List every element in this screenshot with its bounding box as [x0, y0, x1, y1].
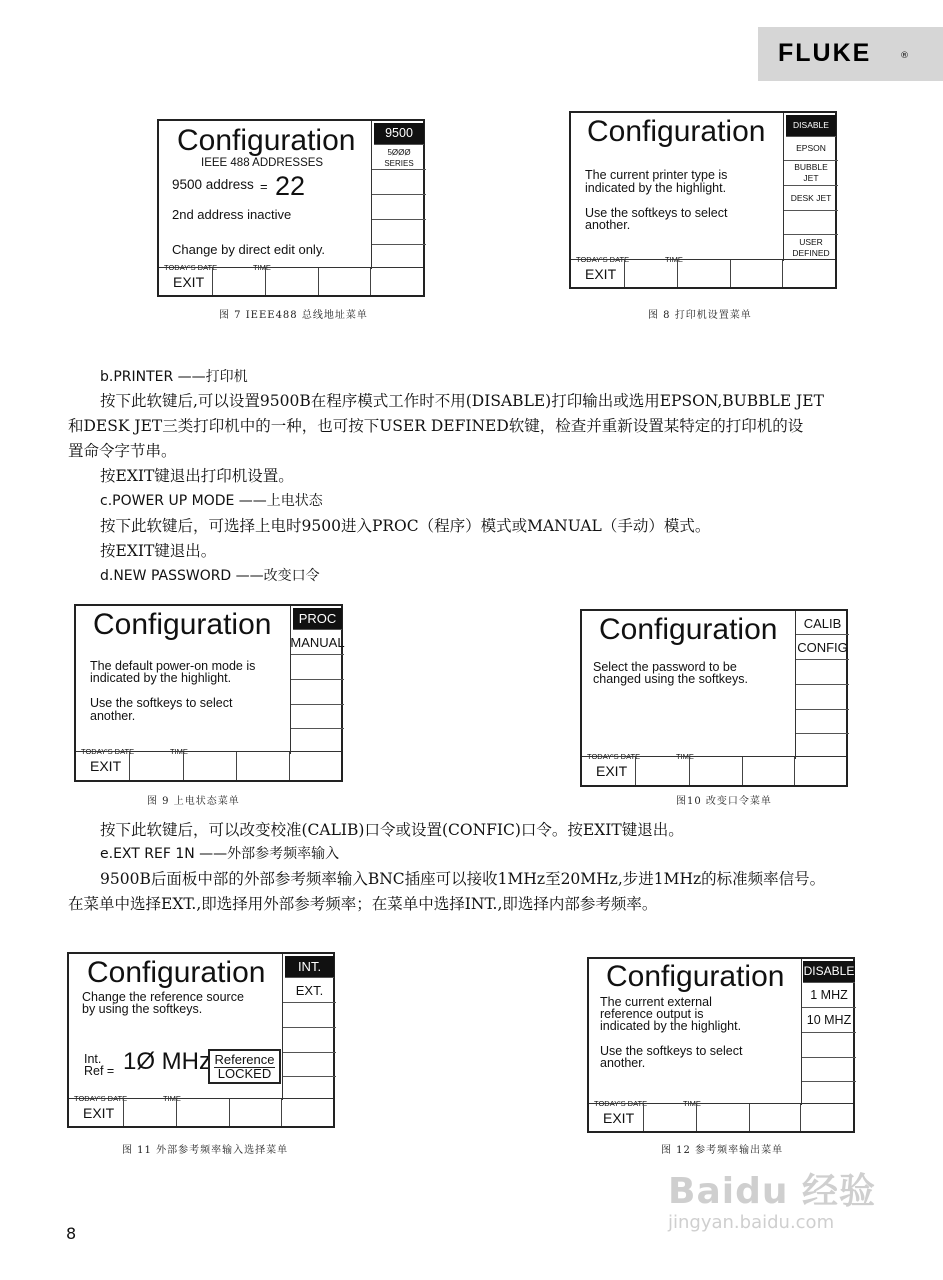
fig11-softkey-6[interactable]: [283, 1077, 336, 1100]
section-c-p1: 按下此软键后，可选择上电时9500进入PROC（程序）模式或MANUAL（手动）模式。: [100, 517, 711, 535]
fig11-time-label: TIME: [163, 1094, 181, 1103]
fig12-bottom-key-3[interactable]: [697, 1104, 750, 1131]
fig10-text1b: changed using the softkeys.: [593, 672, 748, 686]
fig12-screen: [587, 957, 855, 1133]
fig8-text2b: another.: [585, 218, 631, 232]
fig12-bottom-key-4[interactable]: [750, 1104, 801, 1131]
fig11-title: Configuration: [87, 956, 266, 989]
fig8-softkey-bubble-jet[interactable]: BUBBLE JET: [784, 161, 838, 186]
fig9-time-label: TIME: [170, 747, 188, 756]
fig8-softkey-5[interactable]: [784, 211, 838, 235]
fig11-softkey-3[interactable]: [283, 1003, 336, 1028]
fig7-addr-value: 22: [275, 171, 306, 201]
fig11-text1b: by using the softkeys.: [82, 1002, 203, 1016]
fig7-bottom-key-3[interactable]: [266, 268, 319, 295]
fig11-softkey-column: [282, 954, 336, 1100]
fig8-softkey-epson[interactable]: EPSON: [784, 137, 838, 161]
fig10-time-label: TIME: [676, 752, 694, 761]
fig7-line2: 2nd address inactive: [172, 207, 292, 222]
fig11-screen: [67, 952, 335, 1128]
fig10-softkey-column: [795, 611, 849, 759]
fig8-time-label: TIME: [665, 255, 683, 264]
fig9-text1a: The default power-on mode is: [90, 659, 256, 673]
fig7-screen: [157, 119, 425, 297]
fig7-date-label: TODAY'S DATE: [164, 263, 218, 272]
fig7-softkey-column: [371, 121, 426, 269]
fig12-bottom-key-2[interactable]: [644, 1104, 697, 1131]
fig12-date-label: TODAY'S DATE: [594, 1099, 648, 1108]
fig8-bottom-softkeys: [571, 259, 835, 287]
fig7-softkey-3[interactable]: [372, 170, 426, 195]
fig12-softkey-5[interactable]: [802, 1058, 856, 1082]
fig8-softkey-user-defined[interactable]: USER DEFINED: [792, 237, 830, 258]
fig10-softkey-5[interactable]: [796, 710, 849, 734]
fig11-bottom-softkeys: [69, 1098, 333, 1126]
fig10-caption: 图10 改变口令菜单: [676, 796, 772, 807]
section-b-p1: 按下此软键后,可以设置9500B在程序模式工作时不用(DISABLE)打印输出或选用EPSON,BUBBLE JET: [100, 392, 824, 410]
fig12-softkey-4[interactable]: [802, 1033, 856, 1058]
fig7-softkey-9500[interactable]: 9500: [374, 123, 424, 145]
fig11-date-label: TODAY'S DATE: [74, 1094, 128, 1103]
fig10-date-label: TODAY'S DATE: [587, 752, 641, 761]
fig12-text1b: reference output is: [600, 1007, 704, 1021]
fig7-bottom-key-2[interactable]: [213, 268, 266, 295]
fig8-caption: 图 8 打印机设置菜单: [648, 310, 752, 321]
section-b-p3: 置命令字节串。: [68, 442, 177, 460]
fig10-bottom-key-3[interactable]: [690, 757, 743, 785]
section-e-p2: 在菜单中选择EXT.,即选择用外部参考频率；在菜单中选择INT.,即选择内部参考频率。: [68, 895, 658, 913]
section-b-heading: b.PRINTER ——打印机: [100, 369, 248, 385]
brand-logo: [758, 27, 943, 81]
fig7-addr-eq: =: [260, 179, 268, 194]
fig12-time-label: TIME: [683, 1099, 701, 1108]
fig11-softkey-4[interactable]: [283, 1028, 336, 1053]
fig12-title: Configuration: [606, 960, 785, 993]
fig10-softkey-config[interactable]: CONFIG: [796, 635, 849, 660]
fig12-softkey-column: [801, 959, 856, 1105]
fig8-text2a: Use the softkeys to select: [585, 206, 728, 220]
fig8-softkey-disable[interactable]: DISABLE: [786, 115, 836, 137]
fig9-caption: 图 9 上电状态菜单: [147, 796, 240, 807]
fig11-softkey-5[interactable]: [283, 1053, 336, 1077]
fig12-exit-button[interactable]: EXIT: [589, 1104, 644, 1131]
fig8-exit-button[interactable]: EXIT: [571, 260, 625, 287]
fig11-reference-locked-badge: [208, 1049, 281, 1084]
fig7-bottom-softkeys: [159, 267, 423, 295]
section-d-heading: d.NEW PASSWORD ——改变口令: [100, 568, 320, 584]
fig9-bottom-key-3[interactable]: [184, 752, 237, 780]
fig12-text2b: another.: [600, 1056, 646, 1070]
section-e-p1: 9500B后面板中部的外部参考频率输入BNC插座可以接收1MHz至20MHz,步进1MHz的标准频率信号。: [100, 870, 826, 888]
fig8-bottom-key-3[interactable]: [678, 260, 731, 287]
section-c-p2: 按EXIT键退出。: [100, 542, 217, 560]
fig8-bottom-key-2[interactable]: [625, 260, 678, 287]
fig10-bottom-softkeys: [582, 756, 846, 785]
fig10-bottom-key-2[interactable]: [636, 757, 690, 785]
fig12-softkey-10mhz[interactable]: 10 MHZ: [802, 1008, 856, 1033]
fig11-caption: 图 11 外部参考频率输入选择菜单: [122, 1145, 289, 1156]
fig7-time-label: TIME: [253, 263, 271, 272]
fig10-text1a: Select the password to be: [593, 660, 737, 674]
fig9-softkey-column: [290, 606, 344, 754]
fig11-badge-line1: Reference: [214, 1052, 275, 1067]
fig7-softkey-series[interactable]: 5ØØØ SERIES: [372, 147, 426, 170]
watermark-url: jingyan.baidu.com: [668, 1212, 835, 1233]
fig10-title: Configuration: [599, 613, 778, 646]
fig9-softkey-3[interactable]: [291, 655, 344, 680]
fig7-bottom-key-4[interactable]: [319, 268, 371, 295]
watermark-brand: Baidu 经验: [668, 1171, 877, 1212]
fig7-subtitle: IEEE 488 ADDRESSES: [201, 157, 324, 169]
fig12-bottom-softkeys: [589, 1103, 853, 1131]
fig11-ref-value: 1Ø MHz: [123, 1048, 212, 1075]
fig9-exit-button[interactable]: EXIT: [76, 752, 130, 780]
fig12-text1a: The current external: [600, 995, 712, 1009]
fig10-softkey-calib[interactable]: CALIB: [796, 613, 849, 635]
fig12-caption: 图 12 参考频率输出菜单: [661, 1145, 784, 1156]
fig8-title: Configuration: [587, 115, 766, 148]
fig11-ref-label: Ref =: [84, 1064, 115, 1078]
fig9-text1b: indicated by the highlight.: [90, 671, 232, 685]
fig9-screen: [74, 604, 343, 782]
fig10-softkey-4[interactable]: [796, 685, 849, 710]
fig11-bottom-key-2[interactable]: [124, 1099, 177, 1126]
fig8-screen: [569, 111, 837, 289]
fig7-exit-button[interactable]: EXIT: [159, 268, 213, 295]
fig9-date-label: TODAY'S DATE: [81, 747, 135, 756]
fig7-addr-label: 9500 address: [172, 177, 254, 192]
section-d-p1: 按下此软键后，可以改变校准(CALIB)口令或设置(CONFIC)口令。按EXIT键退出。: [100, 821, 684, 839]
fig7-caption: 图 7 IEEE488 总线地址菜单: [219, 310, 368, 321]
fig8-softkey-desk-jet[interactable]: DESK JET: [784, 186, 838, 211]
fig9-softkey-5[interactable]: [291, 705, 344, 729]
fig7-line3: Change by direct edit only.: [172, 242, 325, 257]
section-b-p2: 和DESK JET三类打印机中的一种，也可按下USER DEFINED软键，检查并重新设置某特定的打印机的设: [68, 417, 804, 435]
section-c-heading: c.POWER UP MODE ——上电状态: [100, 493, 323, 509]
fig10-softkey-3[interactable]: [796, 660, 849, 685]
fig8-text1b: indicated by the highlight.: [585, 181, 727, 195]
fig9-softkey-proc[interactable]: PROC: [293, 608, 342, 630]
brand-name: FLUKE: [778, 39, 872, 67]
fig7-title: Configuration: [177, 124, 356, 157]
fig11-text1a: Change the reference source: [82, 990, 244, 1004]
section-e-heading: e.EXT REF 1N ——外部参考频率输入: [100, 846, 340, 862]
fig12-text2a: Use the softkeys to select: [600, 1044, 743, 1058]
fig9-bottom-softkeys: [76, 751, 341, 780]
section-b-p4: 按EXIT键退出打印机设置。: [100, 467, 294, 485]
fig12-softkey-disable[interactable]: DISABLE: [803, 961, 855, 983]
fig12-text1c: indicated by the highlight.: [600, 1019, 742, 1033]
fig9-title: Configuration: [93, 608, 272, 641]
fig9-bottom-key-4[interactable]: [237, 752, 290, 780]
fig8-bottom-key-4[interactable]: [731, 260, 783, 287]
fig11-badge-line2: LOCKED: [214, 1067, 275, 1080]
fig11-bottom-key-3[interactable]: [177, 1099, 230, 1126]
fig9-softkey-manual[interactable]: MANUAL: [291, 630, 344, 655]
fig9-text2b: another.: [90, 709, 136, 723]
fig11-softkey-int[interactable]: INT.: [285, 956, 334, 978]
fig10-exit-button[interactable]: EXIT: [582, 757, 636, 785]
page-number: 8: [66, 1224, 77, 1243]
fig10-screen: [580, 609, 848, 787]
fig9-text2a: Use the softkeys to select: [90, 696, 233, 710]
fig10-bottom-key-4[interactable]: [743, 757, 795, 785]
fig8-date-label: TODAY'S DATE: [576, 255, 630, 264]
brand-reg: ®: [900, 51, 909, 61]
fig11-exit-button[interactable]: EXIT: [69, 1099, 124, 1126]
fig12-softkey-6[interactable]: [802, 1082, 856, 1105]
fig7-softkey-4[interactable]: [372, 195, 426, 220]
fig7-softkey-5[interactable]: [372, 220, 426, 245]
fig9-softkey-4[interactable]: [291, 680, 344, 705]
fig11-int-label: Int.: [84, 1052, 102, 1066]
fig11-softkey-ext[interactable]: EXT.: [283, 978, 336, 1003]
fig8-text1a: The current printer type is: [585, 168, 728, 182]
fig12-softkey-1mhz[interactable]: 1 MHZ: [802, 983, 856, 1008]
fig8-softkey-column: [783, 113, 838, 261]
fig9-bottom-key-2[interactable]: [130, 752, 184, 780]
fig11-bottom-key-4[interactable]: [230, 1099, 282, 1126]
